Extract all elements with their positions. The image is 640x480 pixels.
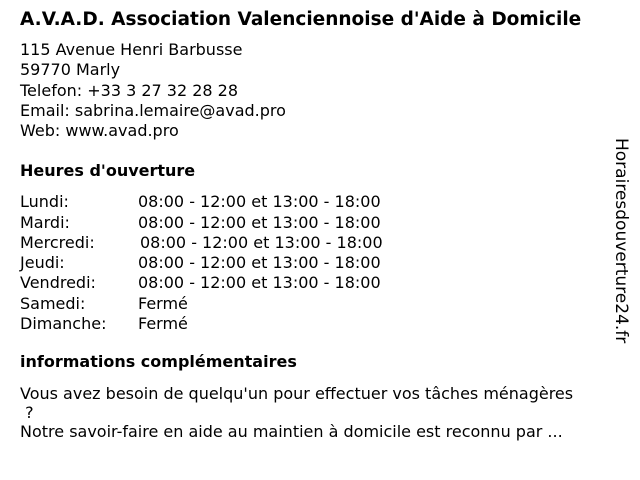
hours-row-monday: [20, 192, 618, 212]
additional-info-heading: informations complémentaires: [20, 351, 297, 371]
info-line: Vous avez besoin de quelqu'un pour effectuer vos tâches ménagères: [20, 383, 574, 403]
hours-row-friday: [20, 273, 618, 293]
day-label: Jeudi:: [20, 253, 65, 273]
day-hours: 08:00 - 12:00 et 13:00 - 18:00: [140, 232, 383, 252]
day-label: Mardi:: [20, 212, 70, 232]
day-hours: 08:00 - 12:00 et 13:00 - 18:00: [138, 212, 381, 232]
day-label: Lundi:: [20, 192, 69, 212]
business-name: A.V.A.D. Association Valenciennoise d'Aide à Domicile: [20, 9, 582, 30]
hours-row-thursday: [20, 253, 618, 273]
hours-row-wednesday: [20, 233, 618, 253]
hours-row-tuesday: [20, 213, 618, 233]
info-line: Notre savoir-faire en aide au maintien à domicile est reconnu par ...: [20, 421, 563, 441]
postal-city: 59770 Marly: [20, 60, 121, 80]
business-card: [20, 9, 618, 441]
hours-row-saturday: [20, 294, 618, 314]
day-label: Vendredi:: [20, 273, 96, 293]
phone-number: Telefon: +33 3 27 32 28 28: [20, 80, 239, 100]
opening-hours-table: [20, 192, 618, 333]
day-label: Mercredi:: [20, 232, 95, 252]
day-hours: Fermé: [138, 313, 188, 333]
day-hours: 08:00 - 12:00 et 13:00 - 18:00: [138, 192, 381, 212]
day-label: Dimanche:: [20, 313, 107, 333]
opening-hours-heading: Heures d'ouverture: [20, 161, 196, 181]
website: Web: www.avad.pro: [20, 121, 179, 141]
additional-info-text: [20, 384, 618, 441]
day-hours: Fermé: [138, 293, 188, 313]
day-hours: 08:00 - 12:00 et 13:00 - 18:00: [138, 253, 381, 273]
info-line: ?: [20, 402, 34, 422]
contact-block: [20, 40, 618, 141]
watermark-text: Horairesdouverture24.fr: [611, 138, 631, 344]
email-address: Email: sabrina.lemaire@avad.pro: [20, 100, 286, 120]
hours-row-sunday: [20, 314, 618, 334]
street-address: 115 Avenue Henri Barbusse: [20, 40, 243, 59]
day-label: Samedi:: [20, 293, 86, 313]
site-watermark: [604, 138, 634, 348]
day-hours: 08:00 - 12:00 et 13:00 - 18:00: [138, 273, 381, 293]
